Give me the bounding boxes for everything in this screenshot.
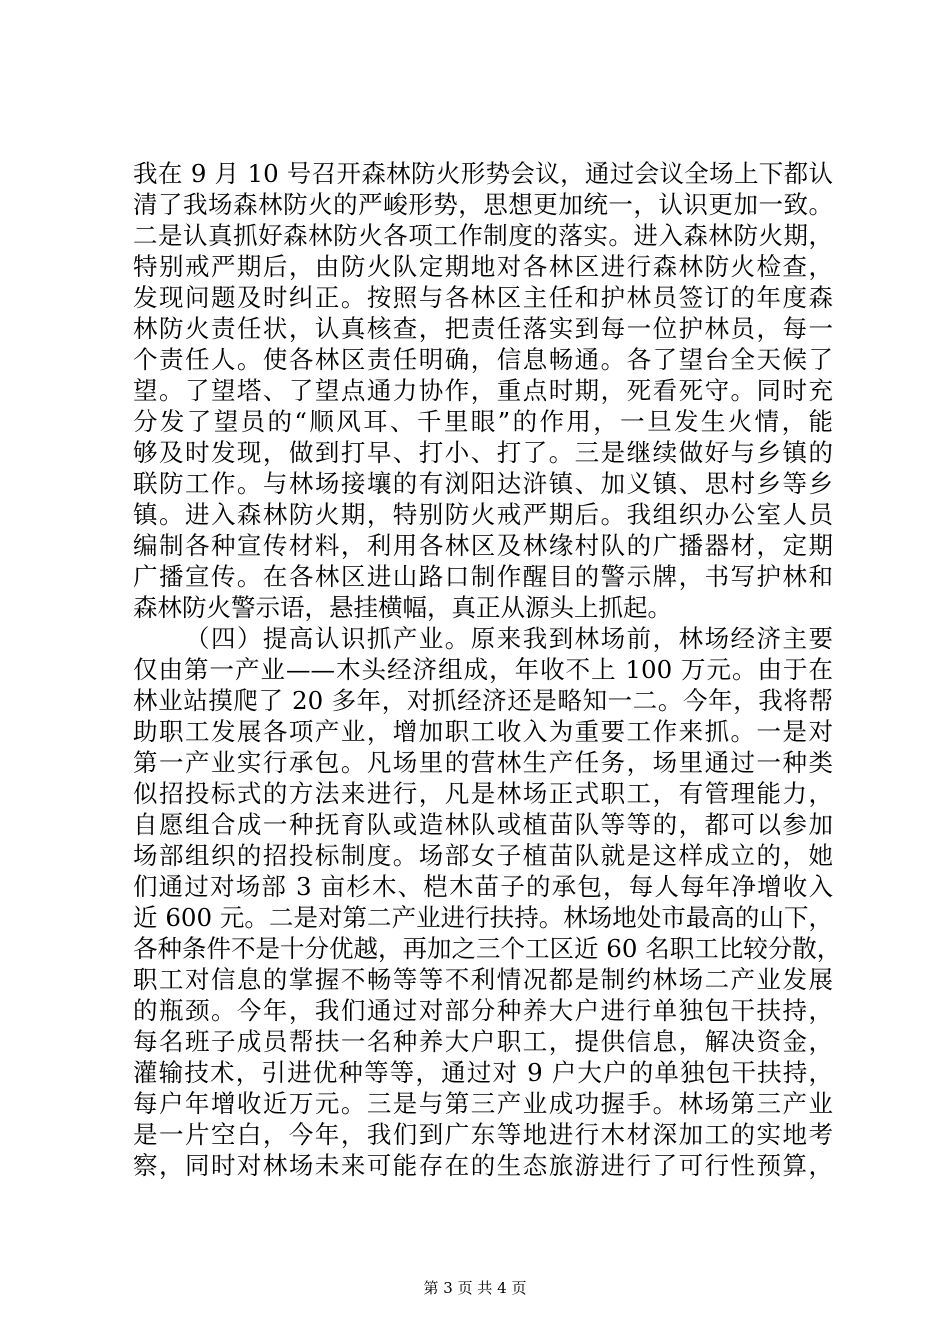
text-line: 察，同时对林场未来可能存在的生态旅游进行了可行性预算， — [133, 1151, 833, 1180]
text-line: 广播宣传。在各林区进山路口制作醒目的警示牌，书写护林和 — [133, 562, 833, 591]
text-line: 的瓶颈。今年，我们通过对部分种养大户进行单独包干扶持， — [133, 996, 833, 1025]
page-number: 第 3 页 共 4 页 — [423, 1279, 527, 1297]
paragraph-industry — [133, 623, 842, 1181]
text-line: 编制各种宣传材料，利用各林区及林缘村队的广播器材，定期 — [133, 531, 833, 560]
text-line: 们通过对场部 3 亩杉木、桤木苗子的承包，每人每年净增收入 — [133, 872, 833, 901]
text-line: 近 600 元。二是对第二产业进行扶持。林场地处市最高的山下， — [133, 903, 833, 932]
text-line: 林业站摸爬了 20 多年，对抓经济还是略知一二。今年，我将帮 — [133, 686, 833, 715]
text-line: 够及时发现，做到打早、打小、打了。三是继续做好与乡镇的 — [133, 438, 833, 467]
paragraph-fire-prevention — [133, 158, 833, 623]
text-line: （四）提高认识抓产业。原来我到林场前，林场经济主要 — [185, 624, 833, 653]
text-line: 助职工发展各项产业，增加职工收入为重要工作来抓。一是对 — [133, 717, 833, 746]
text-line: 清了我场森林防火的严峻形势，思想更加统一，认识更加一致。 — [133, 190, 833, 219]
text-line: 个责任人。使各林区责任明确，信息畅通。各了望台全天候了 — [133, 345, 833, 374]
text-line: 自愿组合成一种抚育队或造林队或植苗队等等的，都可以参加 — [133, 810, 833, 839]
text-line: 每户年增收近万元。三是与第三产业成功握手。林场第三产业 — [133, 1089, 833, 1118]
page-footer — [0, 1278, 950, 1298]
text-line: 场部组织的招投标制度。场部女子植苗队就是这样成立的，她 — [133, 841, 833, 870]
text-line: 分发了望员的“顺风耳、千里眼”的作用，一旦发生火情，能 — [133, 407, 833, 436]
text-line: 镇。进入森林防火期，特别防火戒严期后。我组织办公室人员 — [133, 500, 833, 529]
text-line: 每名班子成员帮扶一名种养大户职工，提供信息，解决资金， — [133, 1027, 833, 1056]
text-line: 联防工作。与林场接壤的有浏阳达浒镇、加义镇、思村乡等乡 — [133, 469, 833, 498]
text-line: 我在 9 月 10 号召开森林防火形势会议，通过会议全场上下都认 — [133, 159, 833, 188]
text-line: 仅由第一产业——木头经济组成，年收不上 100 万元。由于在 — [133, 655, 833, 684]
text-line: 发现问题及时纠正。按照与各林区主任和护林员签订的年度森 — [133, 283, 833, 312]
body-text — [133, 158, 842, 1181]
text-line: 林防火责任状，认真核查，把责任落实到每一位护林员，每一 — [133, 314, 833, 343]
text-line: 特别戒严期后，由防火队定期地对各林区进行森林防火检查， — [133, 252, 833, 281]
text-line: 望。了望塔、了望点通力协作，重点时期，死看死守。同时充 — [133, 376, 833, 405]
text-line: 似招投标式的方法来进行，凡是林场正式职工，有管理能力， — [133, 779, 833, 808]
text-line: 各种条件不是十分优越，再加之三个工区近 60 名职工比较分散， — [133, 934, 842, 963]
text-line: 职工对信息的掌握不畅等等不利情况都是制约林场二产业发展 — [133, 965, 833, 994]
text-line: 第一产业实行承包。凡场里的营林生产任务，场里通过一种类 — [133, 748, 833, 777]
text-line: 森林防火警示语，悬挂横幅，真正从源头上抓起。 — [133, 593, 672, 622]
text-line: 二是认真抓好森林防火各项工作制度的落实。进入森林防火期， — [133, 221, 833, 250]
text-line: 灌输技术，引进优种等等，通过对 9 户大户的单独包干扶持， — [133, 1058, 833, 1087]
text-line: 是一片空白，今年，我们到广东等地进行木材深加工的实地考 — [133, 1120, 833, 1149]
